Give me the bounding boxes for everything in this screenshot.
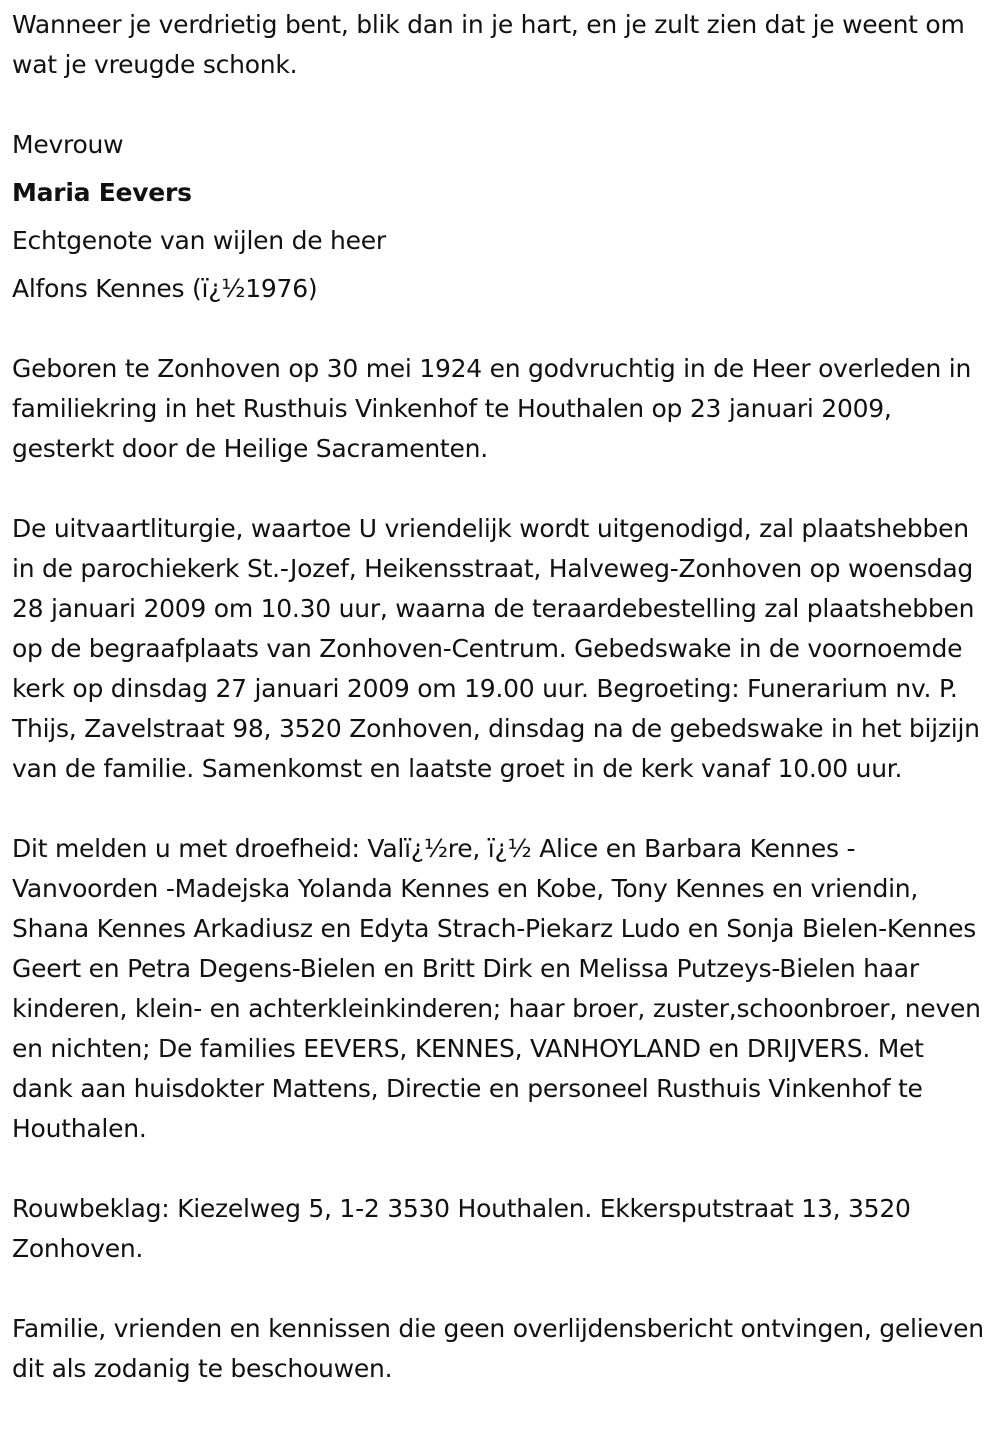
opening-quote: Wanneer je verdrietig bent, blik dan in je hart, en je zult zien dat je weent om wat je vreugde schonk. — [12, 10, 965, 79]
spacer — [12, 789, 988, 829]
spacer — [12, 261, 988, 269]
spouse-line-2: Alfons Kennes (ï¿½1976) — [12, 274, 318, 303]
funeral-paragraph: De uitvaartliturgie, waartoe U vriendelijk wordt uitgenodigd, zal plaatshebben in de parochiekerk St.-Jozef, Heikensstraat, Halveweg-Zonhoven op woensdag 28 januari 2009 om 10.30 uur, waarna de teraardebestelling zal plaatshebben op de begraafplaats van Zonhoven-Centrum. Gebedswake in de voornoemde kerk op dinsdag 27 januari 2009 om 19.00 uur. Begroeting: Funerarium nv. P. Thijs, Zavelstraat 98, 3520 Zonhoven, dinsdag na de gebedswake in het bijzijn van de familie. Samenkomst en laatste groet in de kerk vanaf 10.00 uur. — [12, 514, 980, 783]
spacer — [12, 1149, 988, 1189]
deceased-name: Maria Eevers — [12, 178, 192, 207]
spacer — [12, 469, 988, 509]
condolences-paragraph: Rouwbeklag: Kiezelweg 5, 1-2 3530 Houthalen. Ekkersputstraat 13, 3520 Zonhoven. — [12, 1194, 911, 1263]
spacer — [12, 85, 988, 125]
spacer — [12, 213, 988, 221]
spacer — [12, 309, 988, 349]
spouse-line-1: Echtgenote van wijlen de heer — [12, 226, 386, 255]
spacer — [12, 165, 988, 173]
family-paragraph: Dit melden u met droefheid: Valï¿½re, ï¿½ Alice en Barbara Kennes -Vanvoorden -Madejska Yolanda Kennes en Kobe, Tony Kennes en vriendin, Shana Kennes Arkadiusz en Edyta Strach-Piekarz Ludo en Sonja Bielen-Kennes Geert en Petra Degens-Bielen en Britt Dirk en Melissa Putzeys-Bielen haar kinderen, klein- en achterkleinkinderen; haar broer, zuster,schoonbroer, neven en nichten; De families EEVERS, KENNES, VANHOYLAND en DRIJVERS. Met dank aan huisdokter Mattens, Directie en personeel Rusthuis Vinkenhof te Houthalen. — [12, 834, 981, 1143]
closing-paragraph: Familie, vrienden en kennissen die geen overlijdensbericht ontvingen, gelieven dit als zodanig te beschouwen. — [12, 1314, 984, 1383]
birth-death-paragraph: Geboren te Zonhoven op 30 mei 1924 en godvruchtig in de Heer overleden in familiekring in het Rusthuis Vinkenhof te Houthalen op 23 januari 2009, gesterkt door de Heilige Sacramenten. — [12, 354, 972, 463]
deceased-title: Mevrouw — [12, 130, 124, 159]
spacer — [12, 1269, 988, 1309]
